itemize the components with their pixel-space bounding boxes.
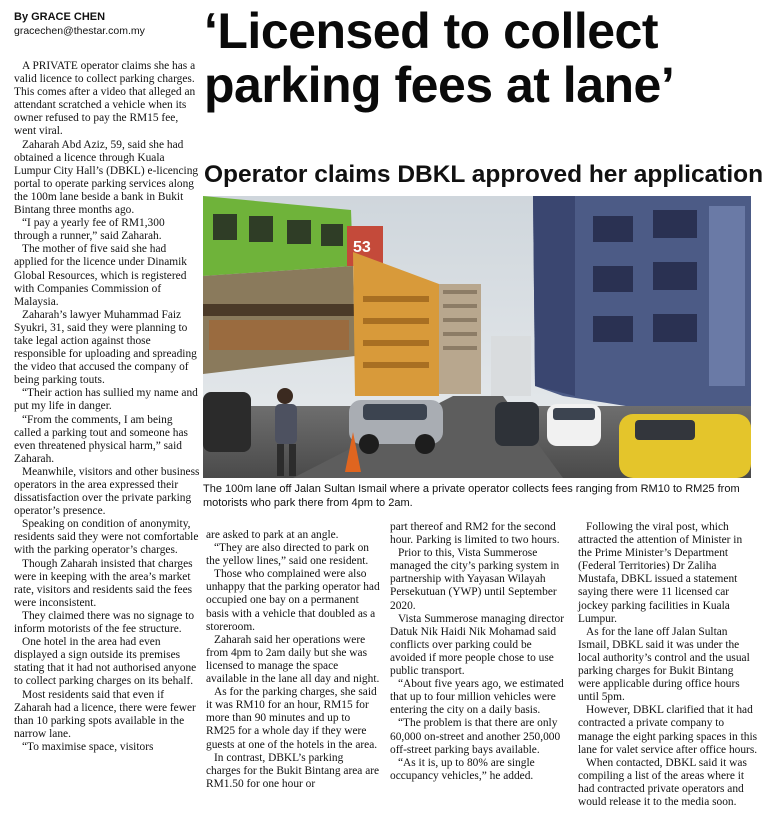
subheadline: Operator claims DBKL approved her application — [204, 161, 764, 188]
paragraph: “Their action has sullied my name and put my life in danger. — [14, 387, 198, 413]
paragraph: “They are also directed to park on the yellow lines,” said one resident. — [206, 542, 369, 568]
paragraph: In contrast, DBKL’s parking charges for the Bukit Bintang area are RM1.50 for one hour or — [206, 751, 380, 790]
street-photo-illustration — [203, 196, 751, 478]
paragraph: However, DBKL clarified that it had contracted a private company to manage the eight parking spaces in this lane for valet service after office hours. — [578, 704, 758, 756]
article-column-3 — [390, 521, 566, 783]
paragraph: As for the parking charges, she said it was RM10 for an hour, RM15 for more than 90 minutes and up to RM25 for a whole day if they were guests at one of the hotels in the area. — [206, 686, 378, 751]
paragraph: are asked to park at an angle. — [206, 529, 339, 541]
paragraph: “To maximise space, visitors — [22, 740, 154, 753]
paragraph: One hotel in the area had even displayed a sign outside its premises stating that it had not authorised anyone to collect parking charges on its behalf. — [14, 636, 197, 688]
author-email[interactable]: gracechen@thestar.com.my — [14, 25, 145, 37]
paragraph: Those who complained were also unhappy that the parking operator had occupied one bay on a permanent basis with a vehicle that doubled as a storeroom. — [206, 568, 380, 633]
paragraph: As for the lane off Jalan Sultan Ismail, DBKL said it was under the local authority’s control and the usual parking charges for Bukit Bintang were applicable during office hours until 5pm. — [578, 625, 750, 704]
paragraph: Though Zaharah insisted that charges were in keeping with the area’s market rate, visitors and residents said the fees were inconsistent. — [14, 557, 193, 609]
paragraph: “I pay a yearly fee of RM1,300 through a runner,” said Zaharah. — [14, 217, 165, 243]
paragraph: Prior to this, Vista Summerose managed the city’s parking system in partnership with Yayasan Wilayah Persekutuan (YWP) until September 2020. — [390, 547, 560, 612]
paragraph: Vista Summerose managing director Datuk Nik Haidi Nik Mohamad said conflicts over parking could be avoided if more people chose to use public transport. — [390, 612, 565, 678]
byline — [14, 10, 199, 38]
article-column-1 — [14, 60, 200, 754]
paragraph: part thereof and RM2 for the second hour. Parking is limited to two hours. — [390, 521, 560, 547]
paragraph: Speaking on condition of anonymity, residents said they were not comfortable with the parking operator’s charges. — [14, 518, 199, 557]
paragraph: Zaharah Abd Aziz, 59, said she had obtained a licence through Kuala Lumpur City Hall’s (DBKL) e-licencing portal to operate parking services along the 100m lane beside a bank in Bukit Bintang three months ago. — [14, 138, 199, 217]
author-name: By GRACE CHEN — [14, 11, 106, 23]
street-photo — [203, 196, 751, 478]
paragraph: “As it is, up to 80% are single occupancy vehicles,” he added. — [390, 756, 535, 782]
paragraph: When contacted, DBKL said it was compiling a list of the areas where it had contracted private operators and would release it to the media soon. — [578, 756, 747, 808]
paragraph: A PRIVATE operator claims she has a valid licence to collect parking charges. This comes after a video that alleged an attendant scratched a vehicle when its owner refused to pay the RM15 fee, went viral. — [14, 60, 196, 138]
paragraph: They claimed there was no signage to inform motorists of the fee structure. — [14, 609, 195, 636]
paragraph: Zaharah said her operations were from 4pm to 2am daily but she was licensed to manage the space available in the lane all day and night. — [206, 633, 380, 686]
photo-caption: The 100m lane off Jalan Sultan Ismail where a private operator collects fees ranging from RM10 to RM25 from motorists who park there from 4pm to 2am. — [203, 483, 740, 509]
paragraph: Zaharah’s lawyer Muhammad Faiz Syukri, 31, said they were planning to take legal action against those responsible for uploading and spreading the video that accused the company of being parking touts. — [14, 308, 197, 387]
paragraph: The mother of five said she had applied for the licence under Dinamik Global Resources, which is registered with Companies Commission of Malaysia. — [14, 243, 188, 308]
shop-sign-number: 53 — [353, 239, 371, 256]
paragraph: “The problem is that there are only 60,000 on-street and another 250,000 off-street parking bays available. — [390, 717, 561, 756]
headline: ‘Licensed to collect parking fees at lane’ — [204, 3, 675, 113]
paragraph: Most residents said that even if Zaharah had a licence, there were fewer than 10 parking spots available in the narrow lane. — [14, 688, 196, 740]
paragraph: “About five years ago, we estimated that up to four million vehicles were entering the city on a daily basis. — [390, 678, 564, 717]
article-column-4 — [578, 521, 758, 809]
paragraph: Meanwhile, visitors and other business operators in the area expressed their dissatisfaction over the private parking operator’s presence. — [14, 465, 200, 518]
article-column-2 — [206, 529, 380, 791]
paragraph: Following the viral post, which attracted the attention of Minister in the Prime Minister’s Department (Federal Territories) Dr Zaliha Mustafa, DBKL issued a statement saying there were 11 licensed car jockey parking facilities in Kuala Lumpur. — [578, 521, 743, 625]
paragraph: “From the comments, I am being called a parking tout and someone has even threatened physical harm,” said Zaharah. — [14, 413, 188, 465]
